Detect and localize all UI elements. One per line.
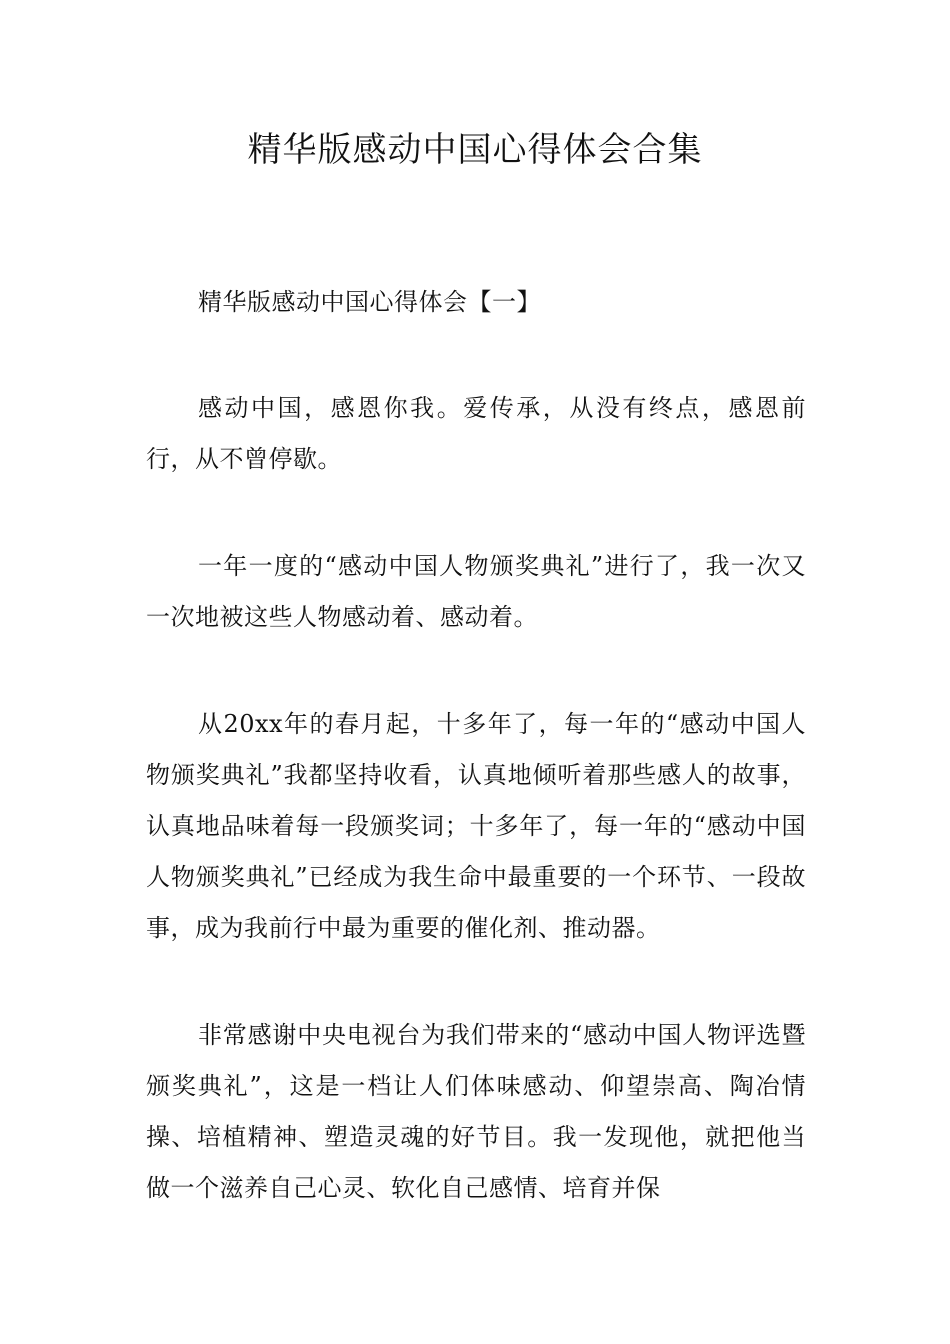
section-heading: 精华版感动中国心得体会【一】: [198, 288, 541, 316]
paragraph-2: 一年一度的“感动中国人物颁奖典礼”进行了，我一次又一次地被这些人物感动着、感动着。: [146, 552, 806, 631]
document-body: [146, 286, 806, 1214]
paragraph-3: 从20xx年的春月起，十多年了，每一年的“感动中国人物颁奖典礼”我都坚持收看，认真地倾听着那些感人的故事，认真地品味着每一段颁奖词；十多年了，每一年的“感动中国人物颁奖典礼”已经成为我生命中最重要的一个环节、一段故事，成为我前行中最为重要的催化剂、推动器。: [146, 710, 806, 942]
document-title: 精华版感动中国心得体会合集: [247, 130, 703, 170]
paragraph-1: 感动中国，感恩你我。爱传承，从没有终点，感恩前行，从不曾停歇。: [146, 394, 806, 473]
paragraph-4: 非常感谢中央电视台为我们带来的“感动中国人物评选暨颁奖典礼”，这是一档让人们体味感动、仰望崇高、陶冶情操、培植精神、塑造灵魂的好节目。我一发现他，就把他当做一个滋养自己心灵、软化自己感情、培育并保: [146, 1021, 806, 1202]
